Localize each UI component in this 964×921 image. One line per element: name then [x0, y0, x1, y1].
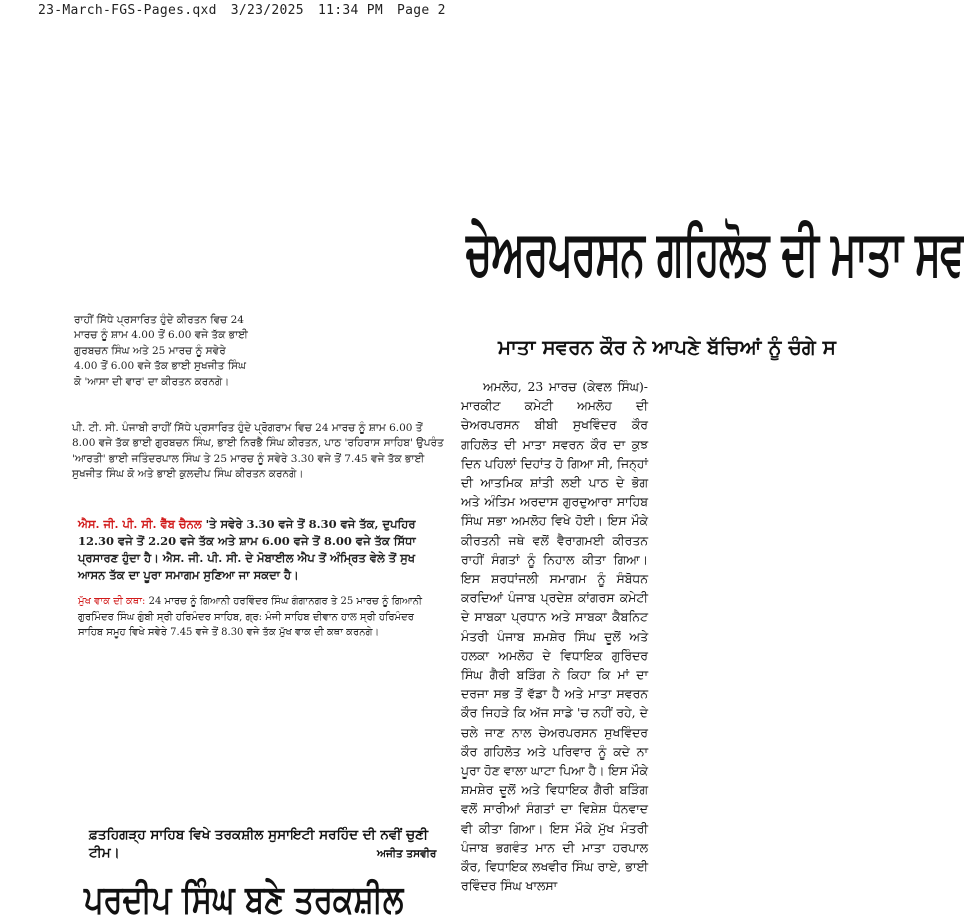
photo-credit: ਅਜੀਤ ਤਸਵੀਰ [377, 848, 437, 860]
katha-text [78, 594, 438, 641]
broadcast-schedule-block-1 [74, 313, 250, 390]
main-headline: ਚੇਅਰਪਰਸਨ ਗਹਿਲੋਤ ਦੀ ਮਾਤਾ ਸਵ [466, 216, 964, 289]
print-slug-line [38, 3, 460, 18]
katha-body: 24 ਮਾਰਚ ਨੂੰ ਗਿਆਨੀ ਹਰਵਿੰਦਰ ਸਿੰਘ ਗੰਗਾਨਗਰ ਤੇ 25 ਮਾਰਚ ਨੂੰ ਗਿਆਨੀ ਗੁਰਮਿੰਦਰ ਸਿੰਘ ਗੁੰਬੀ ਸ੍ਰੀ ਹਰਿਮੰਦਰ ਸਾਹਿਬ, ਗ੍ਰ: ਮੰਜੀ ਸਾਹਿਬ ਦੀਵਾਨ ਹਾਲ ਸ੍ਰੀ ਹਰਿਮੰਦਰ ਸਾਹਿਬ ਸਮੂਹ ਵਿਖੇ ਸਵੇਰੇ 7.45 ਵਜੇ ਤੋਂ 8.30 ਵਜੇ ਤੱਕ ਮੁੱਖ ਵਾਕ ਦੀ ਕਥਾ ਕਰਨਗੇ। [78, 596, 422, 638]
sub-headline: ਮਾਤਾ ਸਵਰਨ ਕੌਰ ਨੇ ਆਪਣੇ ਬੱਚਿਆਂ ਨੂੰ ਚੰਗੇ ਸ [498, 335, 837, 359]
katha-block [78, 594, 438, 641]
photo-caption: ਫ਼ਤਹਿਗੜ੍ਹ ਸਾਹਿਬ ਵਿਖੇ ਤਰਕਸ਼ੀਲ ਸੁਸਾਇਟੀ ਸਰਹਿੰਦ ਦੀ ਨਵੀਂ ਚੁਣੀ ਟੀਮ। [89, 827, 429, 861]
slug-date: 3/23/2025 [230, 3, 304, 18]
broadcast-text-2: ਪੀ. ਟੀ. ਸੀ. ਪੰਜਾਬੀ ਰਾਹੀਂ ਸਿੱਧੇ ਪ੍ਰਸਾਰਿਤ ਹੁੰਦੇ ਪ੍ਰੋਗਰਾਮ ਵਿਚ 24 ਮਾਰਚ ਨੂੰ ਸ਼ਾਮ 6.00 ਤੋਂ 8.00 ਵਜੇ ਤੱਕ ਭਾਈ ਗੁਰਬਚਨ ਸਿੰਘ, ਭਾਈ ਨਿਰਭੈ ਸਿੰਘ ਕੀਰਤਨ, ਪਾਠ 'ਰਹਿਰਾਸ ਸਾਹਿਬ' ਉਪਰੰਤ 'ਆਰਤੀ' ਭਾਈ ਜਤਿੰਦਰਪਾਲ ਸਿੰਘ ਤੇ 25 ਮਾਰਚ ਨੂੰ ਸਵੇਰੇ 3.30 ਵਜੇ ਤੋਂ 7.45 ਵਜੇ ਤੱਕ ਭਾਈ ਸੁਖਜੀਤ ਸਿੰਘ ਕੋ ਅਤੇ ਭਾਈ ਕੁਲਦੀਪ ਸਿੰਘ ਕੀਰਤਨ ਕਰਨਗੇ। [72, 422, 444, 481]
article-column [461, 377, 648, 907]
web-channel-text [78, 516, 438, 584]
katha-label: ਮੁੱਖ ਵਾਕ ਦੀ ਕਥਾ: [78, 596, 146, 607]
web-channel-block [78, 516, 438, 584]
broadcast-schedule-block-2 [72, 421, 444, 483]
broadcast-text-1: ਰਾਹੀਂ ਸਿੱਧੇ ਪ੍ਰਸਾਰਿਤ ਹੁੰਦੇ ਕੀਰਤਨ ਵਿਚ 24 ਮਾਰਚ ਨੂੰ ਸ਼ਾਮ 4.00 ਤੋਂ 6.00 ਵਜੇ ਤੱਕ ਭਾਈ ਗੁਰਬਚਨ ਸਿੰਘ ਅਤੇ 25 ਮਾਰਚ ਨੂੰ ਸਵੇਰੇ 4.00 ਤੋਂ 6.00 ਵਜੇ ਤੱਕ ਭਾਈ ਸੁਖਜੀਤ ਸਿੰਘ ਕੋ 'ਆਸਾ ਦੀ ਵਾਰ' ਦਾ ਕੀਰਤਨ ਕਰਨਗੇ। [74, 314, 248, 388]
slug-page: Page 2 [396, 3, 446, 18]
article-body: ਅਮਲੋਹ, 23 ਮਾਰਚ (ਕੇਵਲ ਸਿੰਘ)-ਮਾਰਕੀਟ ਕਮੇਟੀ ਅਮਲੋਹ ਦੀ ਚੇਅਰਪਰਸਨ ਬੀਬੀ ਸੁਖਵਿੰਦਰ ਕੌਰ ਗਹਿਲੋਤ ਦੀ ਮਾਤਾ ਸਵਰਨ ਕੌਰ ਦਾ ਕੁਝ ਦਿਨ ਪਹਿਲਾਂ ਦਿਹਾਂਤ ਹੋ ਗਿਆ ਸੀ, ਜਿਨ੍ਹਾਂ ਦੀ ਆਤਮਿਕ ਸ਼ਾਂਤੀ ਲਈ ਪਾਠ ਦੇ ਭੋਗ ਅਤੇ ਅੰਤਿਮ ਅਰਦਾਸ ਗੁਰਦੁਆਰਾ ਸਾਹਿਬ ਸਿੰਘ ਸਭਾ ਅਮਲੋਹ ਵਿਖੇ ਹੋਈ। ਇਸ ਮੌਕੇ ਕੀਰਤਨੀ ਜਥੇ ਵਲੋਂ ਵੈਰਾਗਮਈ ਕੀਰਤਨ ਰਾਹੀਂ ਸੰਗਤਾਂ ਨੂੰ ਨਿਹਾਲ ਕੀਤਾ ਗਿਆ। ਇਸ ਸ਼ਰਧਾਂਜਲੀ ਸਮਾਗਮ ਨੂੰ ਸੰਬੋਧਨ ਕਰਦਿਆਂ ਪੰਜਾਬ ਪ੍ਰਦੇਸ਼ ਕਾਂਗਰਸ ਕਮੇਟੀ ਦੇ ਸਾਬਕਾ ਪ੍ਰਧਾਨ ਅਤੇ ਸਾਬਕਾ ਕੈਬਨਿਟ ਮੰਤਰੀ ਪੰਜਾਬ ਸ਼ਮਸ਼ੇਰ ਸਿੰਘ ਦੂਲੋਂ ਅਤੇ ਹਲਕਾ ਅਮਲੋਹ ਦੇ ਵਿਧਾਇਕ ਗੁਰਿੰਦਰ ਸਿੰਘ ਗੈਰੀ ਬੜਿੰਗ ਨੇ ਕਿਹਾ ਕਿ ਮਾਂ ਦਾ ਦਰਜਾ ਸਭ ਤੋਂ ਵੱਡਾ ਹੈ ਅਤੇ ਮਾਤਾ ਸਵਰਨ ਕੌਰ ਜਿਹੜੇ ਕਿ ਅੱਜ ਸਾਡੇ 'ਚ ਨਹੀਂ ਰਹੇ, ਦੇ ਚਲੇ ਜਾਣ ਨਾਲ ਚੇਅਰਪਰਸਨ ਸੁਖਵਿੰਦਰ ਕੌਰ ਗਹਿਲੋਤ ਅਤੇ ਪਰਿਵਾਰ ਨੂੰ ਕਦੇ ਨਾ ਪੂਰਾ ਹੋਣ ਵਾਲਾ ਘਾਟਾ ਪਿਆ ਹੈ। ਇਸ ਮੌਕੇ ਸ਼ਮਸ਼ੇਰ ਦੂਲੋਂ ਅਤੇ ਵਿਧਾਇਕ ਗੈਰੀ ਬੜਿੰਗ ਵਲੋਂ ਸਾਰੀਆਂ ਸੰਗਤਾਂ ਦਾ ਵਿਸ਼ੇਸ਼ ਧੰਨਵਾਦ ਵੀ ਕੀਤਾ ਗਿਆ। ਇਸ ਮੌਕੇ ਮੁੱਖ ਮੰਤਰੀ ਪੰਜਾਬ ਭਗਵੰਤ ਮਾਨ ਦੀ ਮਾਤਾ ਹਰਪਾਲ ਕੌਰ, ਵਿਧਾਇਕ ਲਖਵੀਰ ਸਿੰਘ ਰਾਏ, ਭਾਈ ਰਵਿੰਦਰ ਸਿੰਘ ਖਾਲਸਾ [461, 379, 648, 894]
web-channel-label: ਐਸ. ਜੀ. ਪੀ. ਸੀ. ਵੈੱਬ ਚੈਨਲ [78, 517, 202, 531]
slug-file: 23-March-FGS-Pages.qxd [38, 3, 217, 18]
web-channel-body: 'ਤੇ ਸਵੇਰੇ 3.30 ਵਜੇ ਤੋਂ 8.30 ਵਜੇ ਤੱਕ, ਦੁਪਹਿਰ 12.30 ਵਜੇ ਤੋਂ 2.20 ਵਜੇ ਤੱਕ ਅਤੇ ਸ਼ਾਮ 6.00 ਵਜੇ ਤੋਂ 8.00 ਵਜੇ ਤੱਕ ਸਿੱਧਾ ਪ੍ਰਸਾਰਣ ਹੁੰਦਾ ਹੈ। ਐਸ. ਜੀ. ਪੀ. ਸੀ. ਦੇ ਮੋਬਾਈਲ ਐਪ ਤੋਂ ਅੰਮ੍ਰਿਤ ਵੇਲੇ ਤੋਂ ਸੁਖ ਆਸਨ ਤੱਕ ਦਾ ਪੂਰਾ ਸਮਾਗਮ ਸੁਣਿਆ ਜਾ ਸਕਦਾ ਹੈ। [78, 517, 416, 582]
slug-time: 11:34 PM [317, 3, 383, 18]
bottom-headline: ਪਰਦੀਪ ਸਿੰਘ ਬਣੇ ਤਰਕਸ਼ੀਲ [84, 877, 404, 921]
